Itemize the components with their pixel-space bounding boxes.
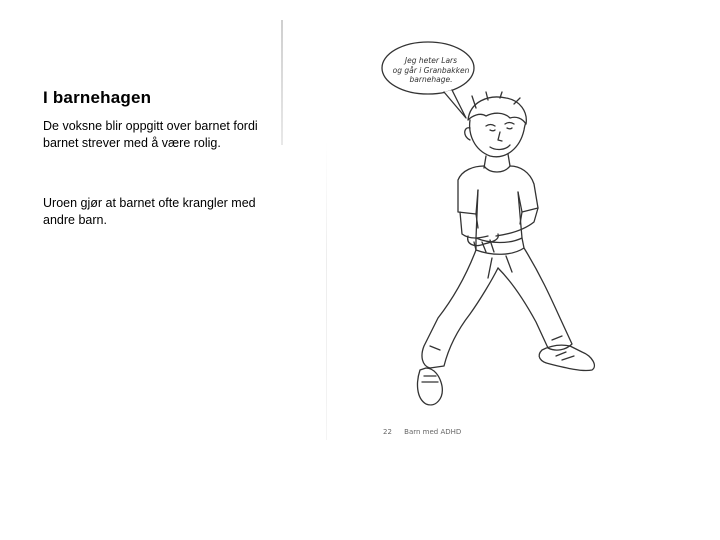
slide-title: I barnehagen <box>43 88 152 107</box>
page-edge <box>326 140 327 440</box>
paragraph-2: Uroen gjør at barnet ofte krangler med andre barn. <box>43 196 256 227</box>
speech-bubble-text <box>386 56 476 85</box>
book-footer <box>383 428 461 436</box>
speech-line-2: og går i Granbakken <box>392 65 470 75</box>
page-number: 22 <box>383 428 392 436</box>
book-title: Barn med ADHD <box>404 428 462 436</box>
speech-line-1: Jeg heter Lars <box>404 56 458 65</box>
paragraph-1: De voksne blir oppgitt over barnet fordi barnet strever med å være rolig. <box>43 119 258 150</box>
boy-illustration <box>360 38 610 413</box>
speech-line-3: barnehage. <box>409 75 453 84</box>
